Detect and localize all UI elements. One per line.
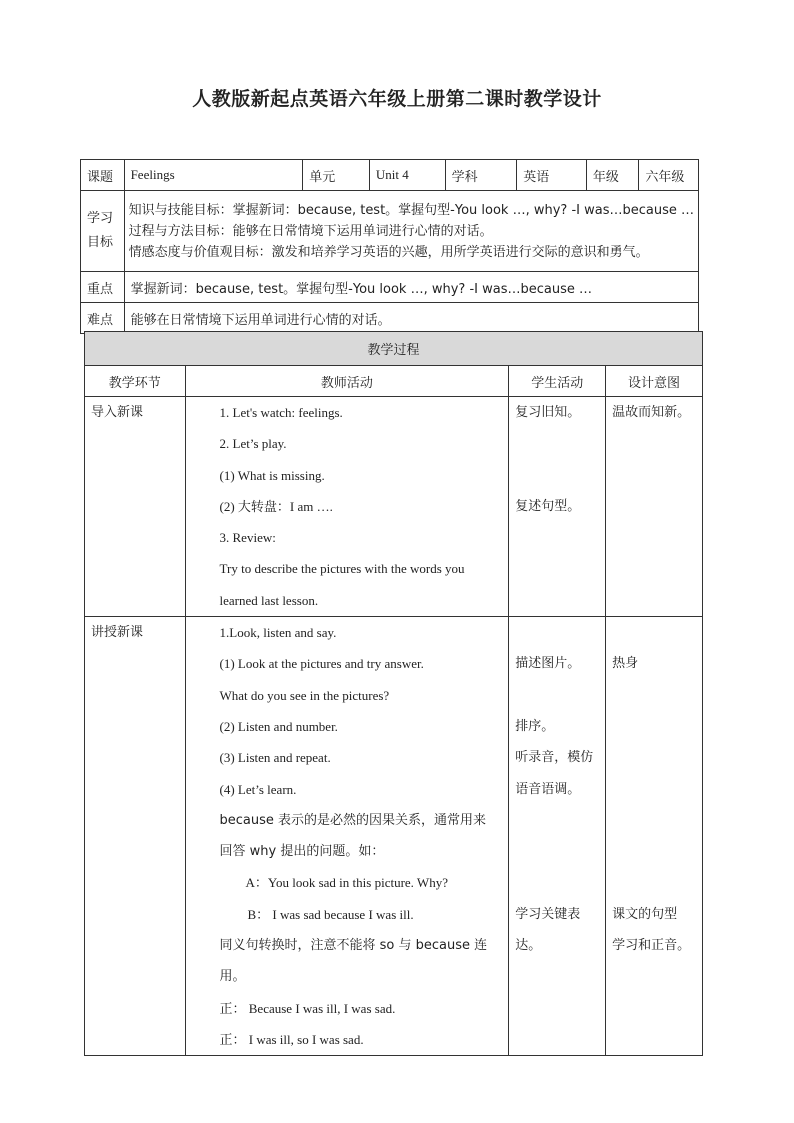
design-line [606,836,702,867]
key-row [81,272,699,303]
student-line: 复述句型。 [515,498,581,514]
teacher-line: (2) 大转盘：I am …. [219,498,333,514]
process-header-row [85,332,703,366]
student-line [509,680,605,711]
student-line: 复习旧知。 [515,405,581,420]
student-line [509,805,605,836]
goal-process: 过程与方法目标：能够在日常情境下运用单词进行心情的对话。 [128,223,493,239]
design-line [606,961,702,992]
table-row [85,397,703,617]
student-line [509,1024,605,1055]
teacher-line: 1.Look, listen and say. [219,625,337,641]
unit-label: 单元 [303,160,370,191]
stage-cell [85,617,186,1056]
teacher-activity-cell [185,397,509,617]
student-line [509,993,605,1024]
student-line: 语音语调。 [515,781,581,797]
student-line: 描述图片。 [515,656,581,672]
table-row [85,617,703,1056]
design-line [606,711,702,742]
teacher-line: What do you see in the pictures? [219,687,390,703]
difficult-value: 能够在日常情境下运用单词进行心情的对话。 [124,303,698,334]
goals-cell [124,191,698,272]
goal-knowledge: 知识与技能目标：掌握新词：because, test。掌握句型-You look …, why? -I was…because … [128,202,694,218]
student-line [509,553,605,584]
col-student: 学生活动 [509,366,606,397]
student-line [509,460,605,491]
teacher-line: A：You look sad in this picture. Why? [245,875,448,891]
design-line [606,617,702,648]
subject-label: 学科 [445,160,517,191]
design-line [606,742,702,773]
goal-attitude: 情感态度与价值观目标：激发和培养学习英语的兴趣，用所学英语进行交际的意识和勇气。 [128,244,649,260]
student-line [509,428,605,459]
process-header: 教学过程 [85,332,703,366]
design-line [606,428,702,459]
design-line [606,460,702,491]
design-line [606,491,702,522]
grade-label: 年级 [586,160,638,191]
design-line [606,805,702,836]
col-teacher: 教师活动 [185,366,509,397]
col-stage: 教学环节 [85,366,186,397]
teacher-line: 2. Let’s play. [219,436,287,452]
teacher-line: 正： I was ill, so I was sad. [219,1031,364,1047]
student-line [509,867,605,898]
design-line: 温故而知新。 [612,405,691,420]
teacher-line: 同义句转换时，注意不能将 so 与 because 连 [219,938,488,954]
design-line [606,522,702,553]
student-line: 听录音，模仿 [515,750,594,766]
teacher-line: (1) Look at the pictures and try answer. [219,656,424,672]
student-activity-cell [509,397,606,617]
key-value: 掌握新词：because, test。掌握句型-You look …, why? -I was…because … [124,272,698,303]
teacher-line: Try to describe the pictures with the words you [219,561,465,577]
design-line [606,774,702,805]
design-line [606,553,702,584]
teacher-line: 正： Because I was ill, I was sad. [219,1000,396,1016]
student-line: 排序。 [515,718,555,734]
col-design: 设计意图 [606,366,703,397]
design-line [606,993,702,1024]
student-line: 学习关键表 [515,906,581,922]
teacher-line: B： I was sad because I was ill. [247,906,414,922]
teacher-activity-cell [185,617,509,1056]
stage-label: 讲授新课 [91,625,144,641]
design-line [606,585,702,616]
student-line [509,585,605,616]
design-line [606,867,702,898]
topic-value: Feelings [124,160,303,191]
teacher-line: 用。 [219,969,246,985]
document-title: 人教版新起点英语六年级上册第二课时教学设计 [192,88,602,110]
teacher-line: (2) Listen and number. [219,718,338,734]
teacher-line: (3) Listen and repeat. [219,750,331,766]
subject-value: 英语 [517,160,587,191]
student-line [509,836,605,867]
teacher-line: (1) What is missing. [219,467,325,483]
design-intent-cell [606,617,703,1056]
design-line: 课文的句型 [612,906,678,922]
stage-label: 导入新课 [91,405,144,420]
design-line [606,1024,702,1055]
key-label: 重点 [81,272,125,303]
teacher-line: learned last lesson. [219,592,319,608]
teacher-line: 回答 why 提出的问题。如： [219,844,385,860]
design-intent-cell [606,397,703,617]
column-header-row [85,366,703,397]
topic-row [81,160,699,191]
difficult-row [81,303,699,334]
design-line [606,680,702,711]
teacher-line: 3. Review: [219,530,276,546]
lesson-info-table [80,159,699,334]
teacher-line: (4) Let’s learn. [219,781,297,797]
grade-value: 六年级 [639,160,699,191]
student-line [509,617,605,648]
unit-value: Unit 4 [369,160,445,191]
student-line [509,522,605,553]
teaching-process-table [84,331,703,1056]
stage-cell [85,397,186,617]
student-line: 达。 [515,938,542,954]
student-activity-cell [509,617,606,1056]
difficult-label: 难点 [81,303,125,334]
topic-label: 课题 [81,160,125,191]
student-line [509,961,605,992]
goals-row [81,191,699,272]
goals-label: 学习目标 [81,191,125,272]
teacher-line: because 表示的是必然的因果关系，通常用来 [219,812,487,828]
design-line: 热身 [612,656,639,672]
teacher-line: 1. Let's watch: feelings. [219,405,343,420]
design-line: 学习和正音。 [612,938,691,954]
